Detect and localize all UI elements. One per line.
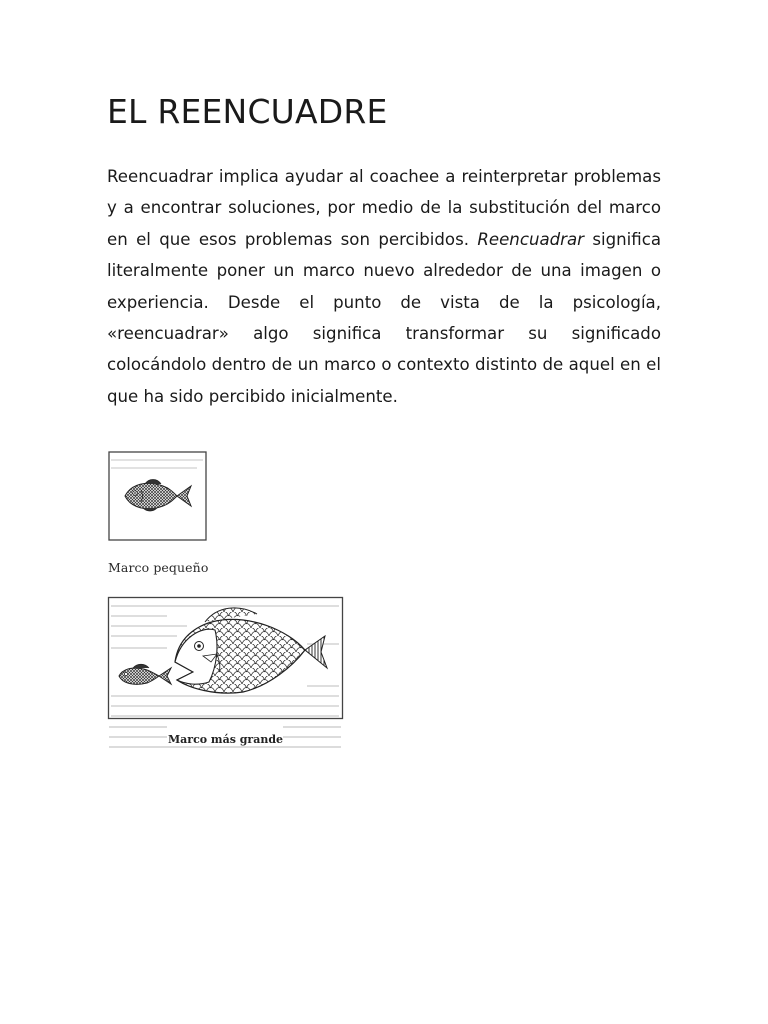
small-frame-figure [107,450,209,542]
paragraph-emphasis: Reencuadrar [477,229,584,249]
paragraph-part-1: Reencuadrar implica ayudar al coachee a reinterpretar problemas y a encontrar soluciones, por medio de la substitución del marco en el que esos problemas son percibidos. [107,167,661,249]
large-frame-figure [107,596,344,721]
small-fish-icon [119,664,171,684]
paragraph-part-2: significa literalmente poner un marco nuevo alrededor de una imagen o experiencia. Desde el punto de vista de la psicología, «reencuadrar» algo significa transformar su significado colocándolo dentro de un marco o contexto distinto de aquel en el que ha sido percibido inicialmente. [107,229,661,406]
body-paragraph [107,161,661,412]
large-frame-caption: Marco más grande [167,733,284,746]
large-frame-illustration [107,596,344,721]
small-frame-caption: Marco pequeño [108,560,209,575]
small-frame-illustration [107,450,209,542]
big-fish-icon [175,608,327,693]
small-fish-icon [125,480,191,512]
page-title: EL REENCUADRE [107,92,388,131]
